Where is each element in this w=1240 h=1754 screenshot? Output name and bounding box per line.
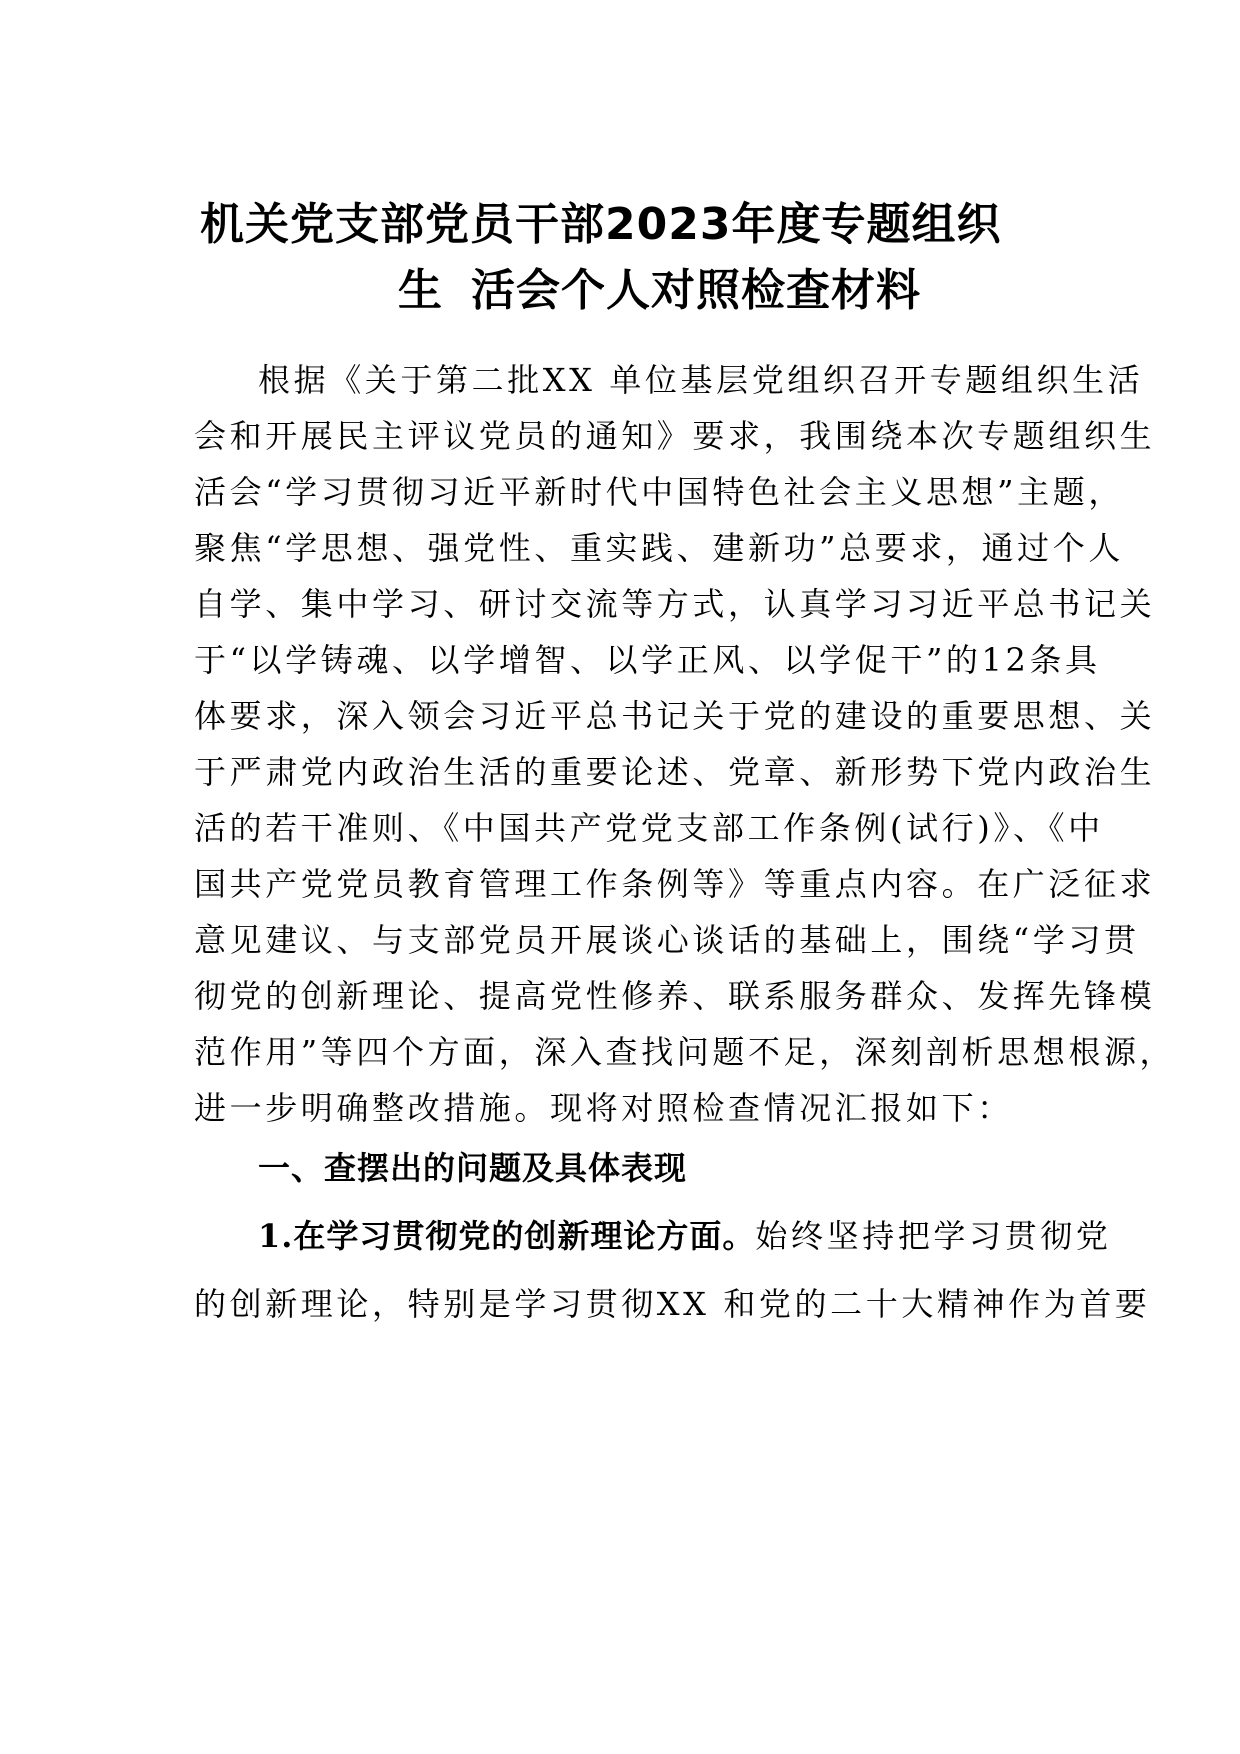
item-1-line-1 — [258, 1208, 1111, 1264]
paragraph-line: 聚焦“学思想、强党性、重实践、建新功”总要求，通过个人 — [194, 529, 1124, 567]
paragraph-line: 活会“学习贯彻习近平新时代中国特色社会主义思想”主题， — [194, 473, 1124, 511]
paragraph-line: 于“以学铸魂、以学增智、以学正风、以学促干”的12条具 — [194, 641, 1101, 679]
paragraph-line: 根据《关于第二批XX 单位基层党组织召开专题组织生活 — [258, 361, 1144, 399]
paragraph-line: 会和开展民主评议党员的通知》要求，我围绕本次专题组织生 — [194, 417, 1156, 455]
title-line-2-part-b: 活会个人对照检查材料 — [471, 265, 921, 316]
paragraph-line: 自学、集中学习、研讨交流等方式，认真学习习近平总书记关 — [194, 585, 1156, 623]
section-heading: 一、查摆出的问题及具体表现 — [258, 1149, 688, 1187]
item-1-bold-lead: 1.在学习贯彻党的创新理论方面。 — [258, 1217, 756, 1255]
item-1-text: 始终坚持把学习贯彻党 — [755, 1217, 1112, 1255]
paragraph-line: 国共产党党员教育管理工作条例等》等重点内容。在广泛征求 — [194, 865, 1156, 903]
document-title-line-2 — [398, 254, 1240, 318]
paragraph-line: 彻党的创新理论、提高党性修养、联系服务群众、发挥先锋模 — [194, 977, 1156, 1015]
paragraph-line: 意见建议、与支部党员开展谈心谈话的基础上，围绕“学习贯 — [194, 921, 1140, 959]
paragraph-line: 于严肃党内政治生活的重要论述、党章、新形势下党内政治生 — [194, 753, 1156, 791]
item-1-line-2: 的创新理论，特别是学习贯彻XX 和党的二十大精神作为首要 — [194, 1285, 1151, 1323]
document-title-line-1: 机关党支部党员干部2023年度专题组织 — [200, 199, 1002, 250]
paragraph-line: 进一步明确整改措施。现将对照检查情况汇报如下： — [194, 1089, 1013, 1127]
paragraph-line: 活的若干准则、《中国共产党党支部工作条例(试行)》、《中 — [194, 809, 1104, 847]
paragraph-line: 范作用”等四个方面，深入查找问题不足，深刻剖析思想根源， — [194, 1033, 1176, 1071]
paragraph-line: 体要求，深入领会习近平总书记关于党的建设的重要思想、关 — [194, 697, 1156, 735]
title-line-2-part-a: 生 — [398, 265, 443, 316]
